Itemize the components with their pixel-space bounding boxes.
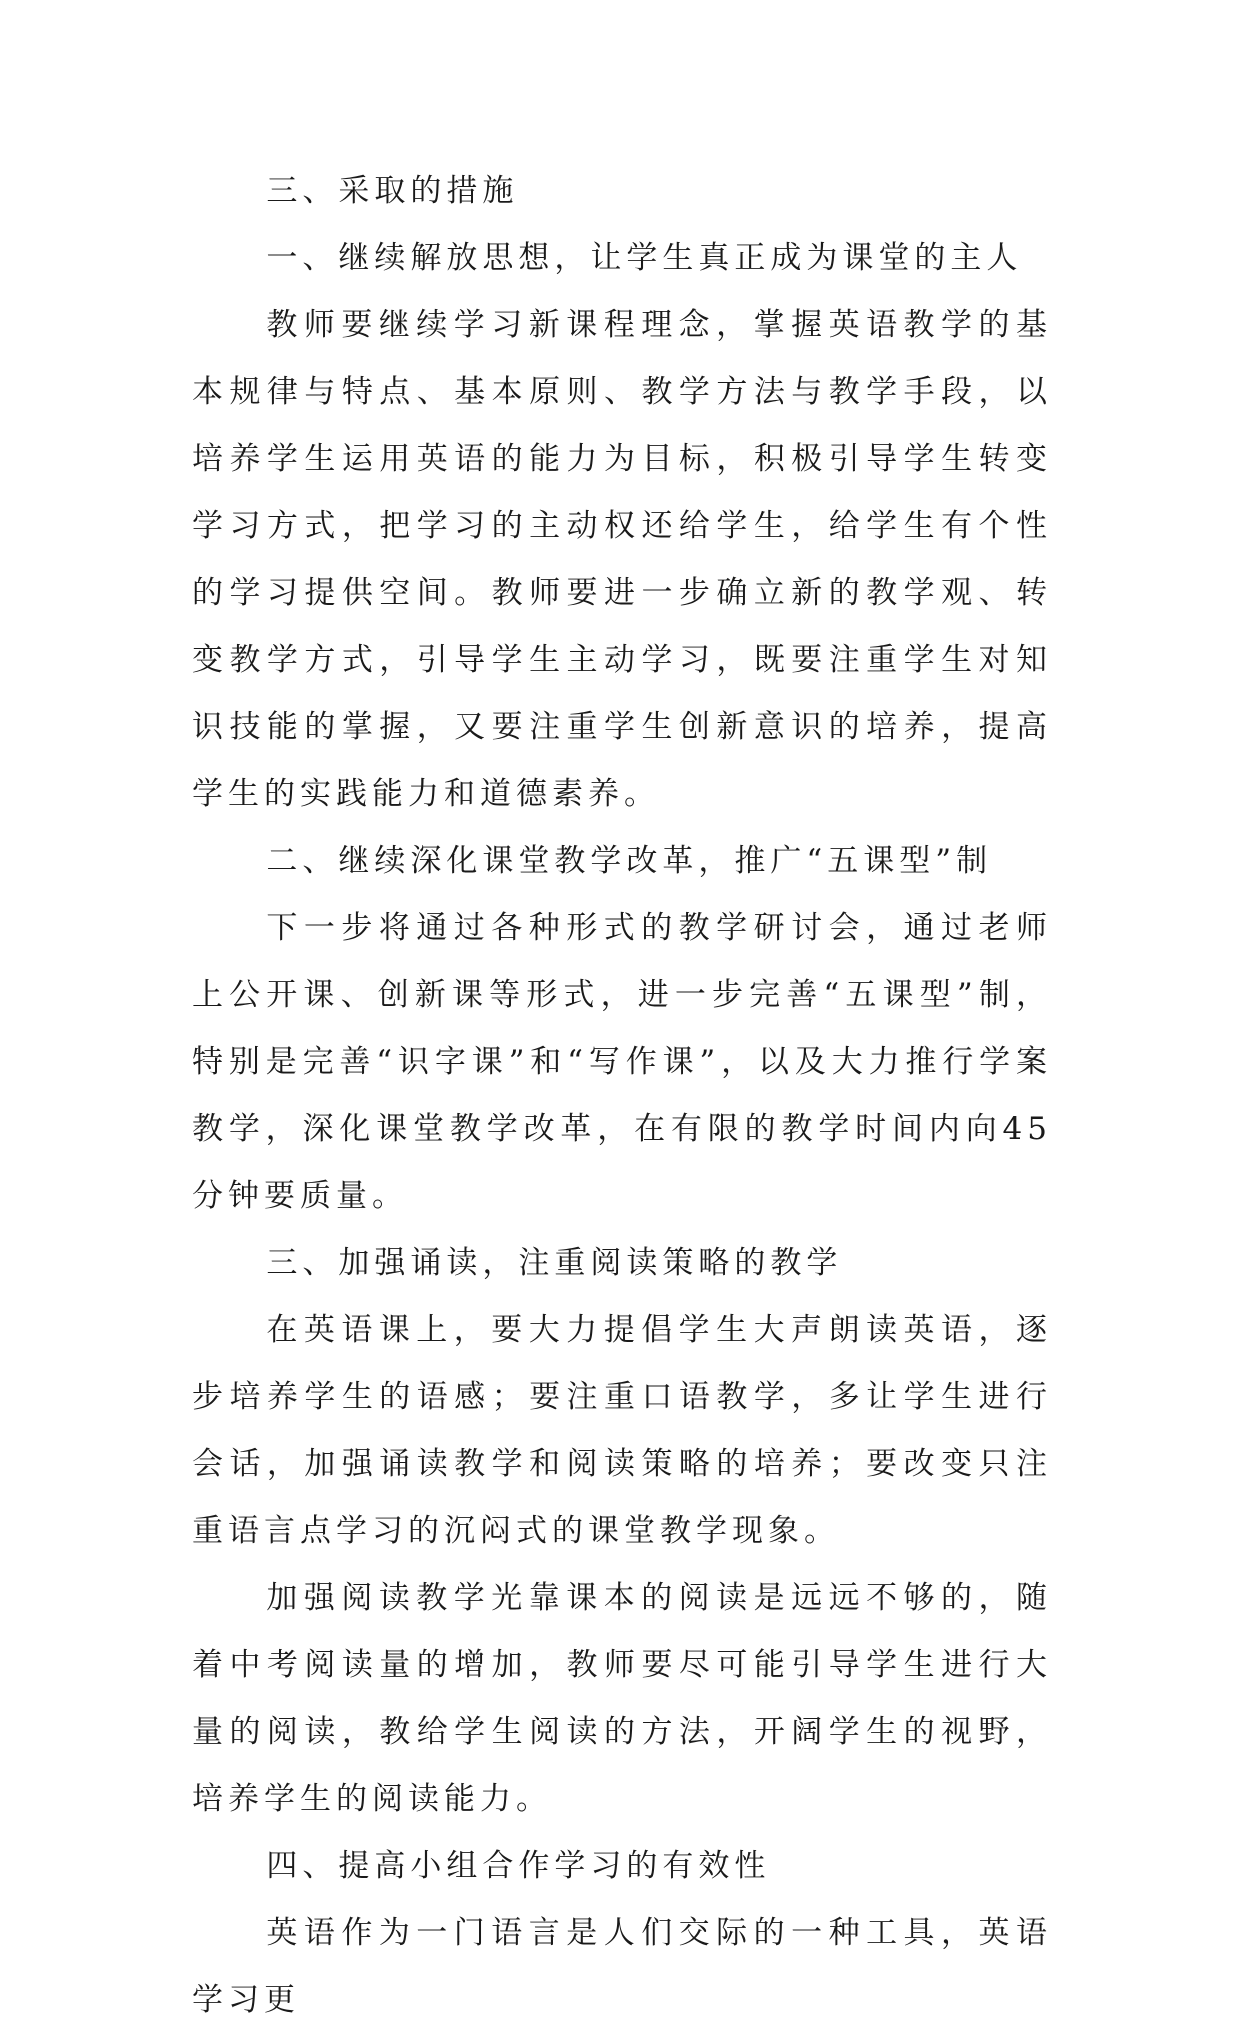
document-body (192, 158, 1052, 2034)
section-heading-measures: 三、采取的措施 (266, 173, 519, 209)
subheading-1: 一、继续解放思想，让学生真正成为课堂的主人 (266, 240, 1023, 276)
paragraph-1: 教师要继续学习新课程理念，掌握英语教学的基本规律与特点、基本原则、教学方法与教学手段，以培养学生运用英语的能力为目标，积极引导学生转变学习方式，把学习的主动权还给学生，给学生有个性的学习提供空间。教师要进一步确立新的教学观、转变教学方式，引导学生主动学习，既要注重学生对知识技能的掌握，又要注重学生创新意识的培养，提高学生的实践能力和道德素养。 (192, 307, 1052, 812)
subheading-4: 四、提高小组合作学习的有效性 (266, 1848, 771, 1884)
subheading-2: 二、继续深化课堂教学改革，推广“五课型”制 (266, 843, 993, 879)
subheading-3: 三、加强诵读，注重阅读策略的教学 (266, 1245, 843, 1281)
paragraph-2: 下一步将通过各种形式的教学研讨会，通过老师上公开课、创新课等形式，进一步完善“五课型”制，特别是完善“识字课”和“写作课”，以及大力推行学案教学，深化课堂教学改革，在有限的教学时间内向45分钟要质量。 (192, 910, 1052, 1214)
paragraph-3: 在英语课上，要大力提倡学生大声朗读英语，逐步培养学生的语感；要注重口语教学，多让学生进行会话，加强诵读教学和阅读策略的培养；要改变只注重语言点学习的沉闷式的课堂教学现象。 (192, 1312, 1052, 1549)
paragraph-4: 加强阅读教学光靠课本的阅读是远远不够的，随着中考阅读量的增加，教师要尽可能引导学生进行大量的阅读，教给学生阅读的方法，开阔学生的视野，培养学生的阅读能力。 (192, 1580, 1052, 1817)
paragraph-5: 英语作为一门语言是人们交际的一种工具，英语学习更 (192, 1915, 1052, 2018)
